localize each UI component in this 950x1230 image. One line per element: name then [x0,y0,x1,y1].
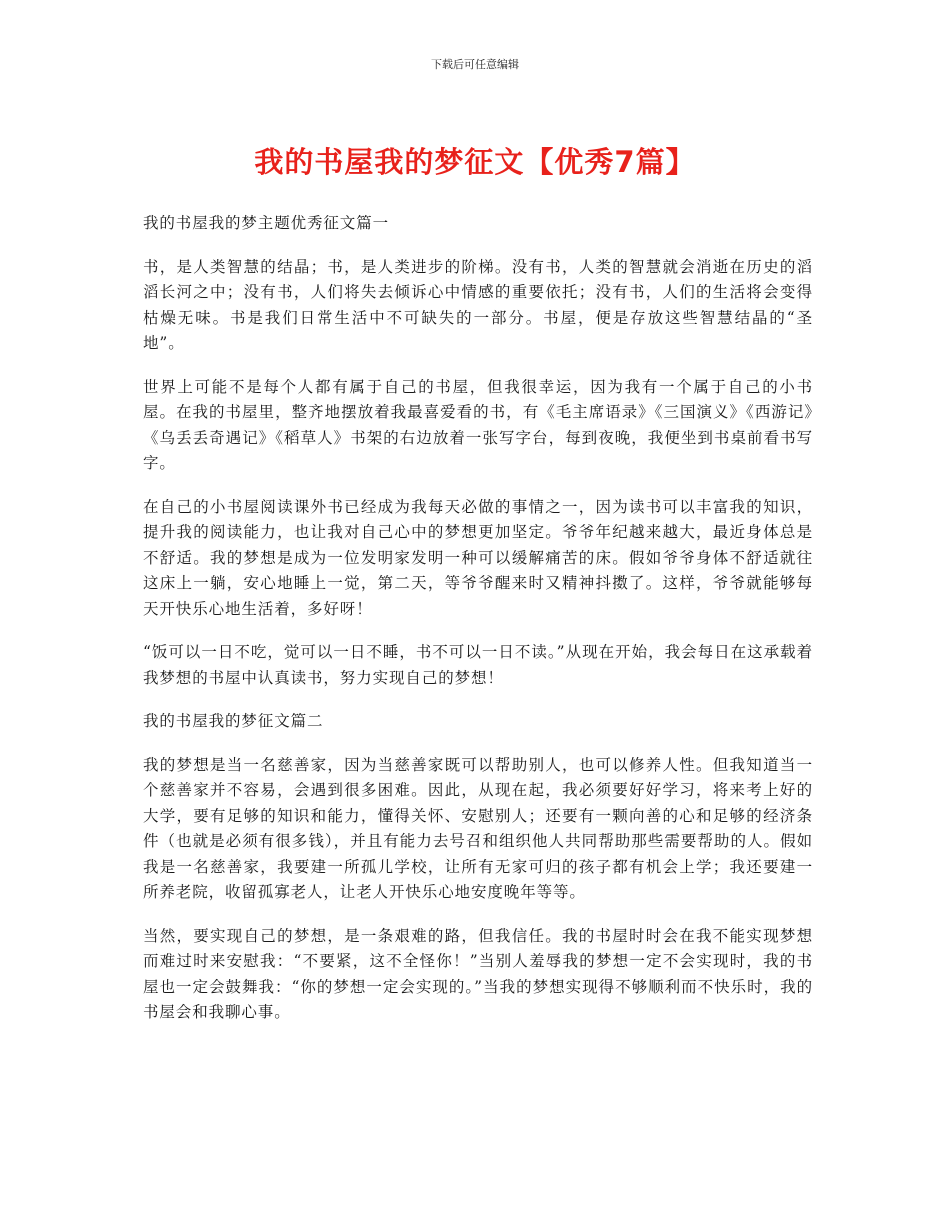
document-body [143,211,813,1044]
paragraph: 书，是人类智慧的结晶；书，是人类进步的阶梯。没有书，人类的智慧就会消逝在历史的滔滔长河之中；没有书，人们将失去倾诉心中情感的重要依托；没有书，人们的生活将会变得枯燥无味。书是我们日常生活中不可缺失的一部分。书屋，便是存放这些智慧结晶的“圣地”。 [143,257,813,352]
section-heading-2: 我的书屋我的梦征文篇二 [143,712,324,730]
paragraph: 在自己的小书屋阅读课外书已经成为我每天必做的事情之一，因为读书可以丰富我的知识，提升我的阅读能力，也让我对自己心中的梦想更加坚定。爷爷年纪越来越大，最近身体总是不舒适。我的梦想是成为一位发明家发明一种可以缓解痛苦的床。假如爷爷身体不舒适就往这床上一躺，安心地睡上一觉，第二天，等爷爷醒来时又精神抖擞了。这样，爷爷就能够每天开快乐心地生活着，多好呀！ [143,497,813,618]
paragraph: 当然，要实现自己的梦想，是一条艰难的路，但我信任。我的书屋时时会在我不能实现梦想而难过时来安慰我：“不要紧，这不全怪你！”当别人羞辱我的梦想一定不会实现时，我的书屋也一定会鼓舞我：“你的梦想一定会实现的。”当我的梦想实现得不够顺利而不快乐时，我的书屋会和我聊心事。 [143,926,813,1021]
paragraph: 世界上可能不是每个人都有属于自己的书屋，但我很幸运，因为我有一个属于自己的小书屋。在我的书屋里，整齐地摆放着我最喜爱看的书，有《毛主席语录》《三国演义》《西游记》《乌丢丢奇遇记》《稻草人》书架的右边放着一张写字台，每到夜晚，我便坐到书桌前看书写字。 [143,377,813,472]
page-header: 下载后可任意编辑 [431,58,519,71]
paragraph: 我的梦想是当一名慈善家，因为当慈善家既可以帮助别人，也可以修养人性。但我知道当一个慈善家并不容易，会遇到很多困难。因此，从现在起，我必须要好好学习，将来考上好的大学，要有足够的知识和能力，懂得关怀、安慰别人；还要有一颗向善的心和足够的经济条件（也就是必须有很多钱），并且有能力去号召和组织他人共同帮助那些需要帮助的人。假如我是一名慈善家，我要建一所孤儿学校，让所有无家可归的孩子都有机会上学；我还要建一所养老院，收留孤寡老人，让老人开快乐心地安度晚年等等。 [143,755,813,901]
paragraph: “饭可以一日不吃，觉可以一日不睡，书不可以一日不读。”从现在开始，我会每日在这承载着我梦想的书屋中认真读书，努力实现自己的梦想！ [143,643,813,687]
document-title: 我的书屋我的梦征文【优秀7篇】 [254,145,696,179]
section-heading-1: 我的书屋我的梦主题优秀征文篇一 [143,214,390,232]
